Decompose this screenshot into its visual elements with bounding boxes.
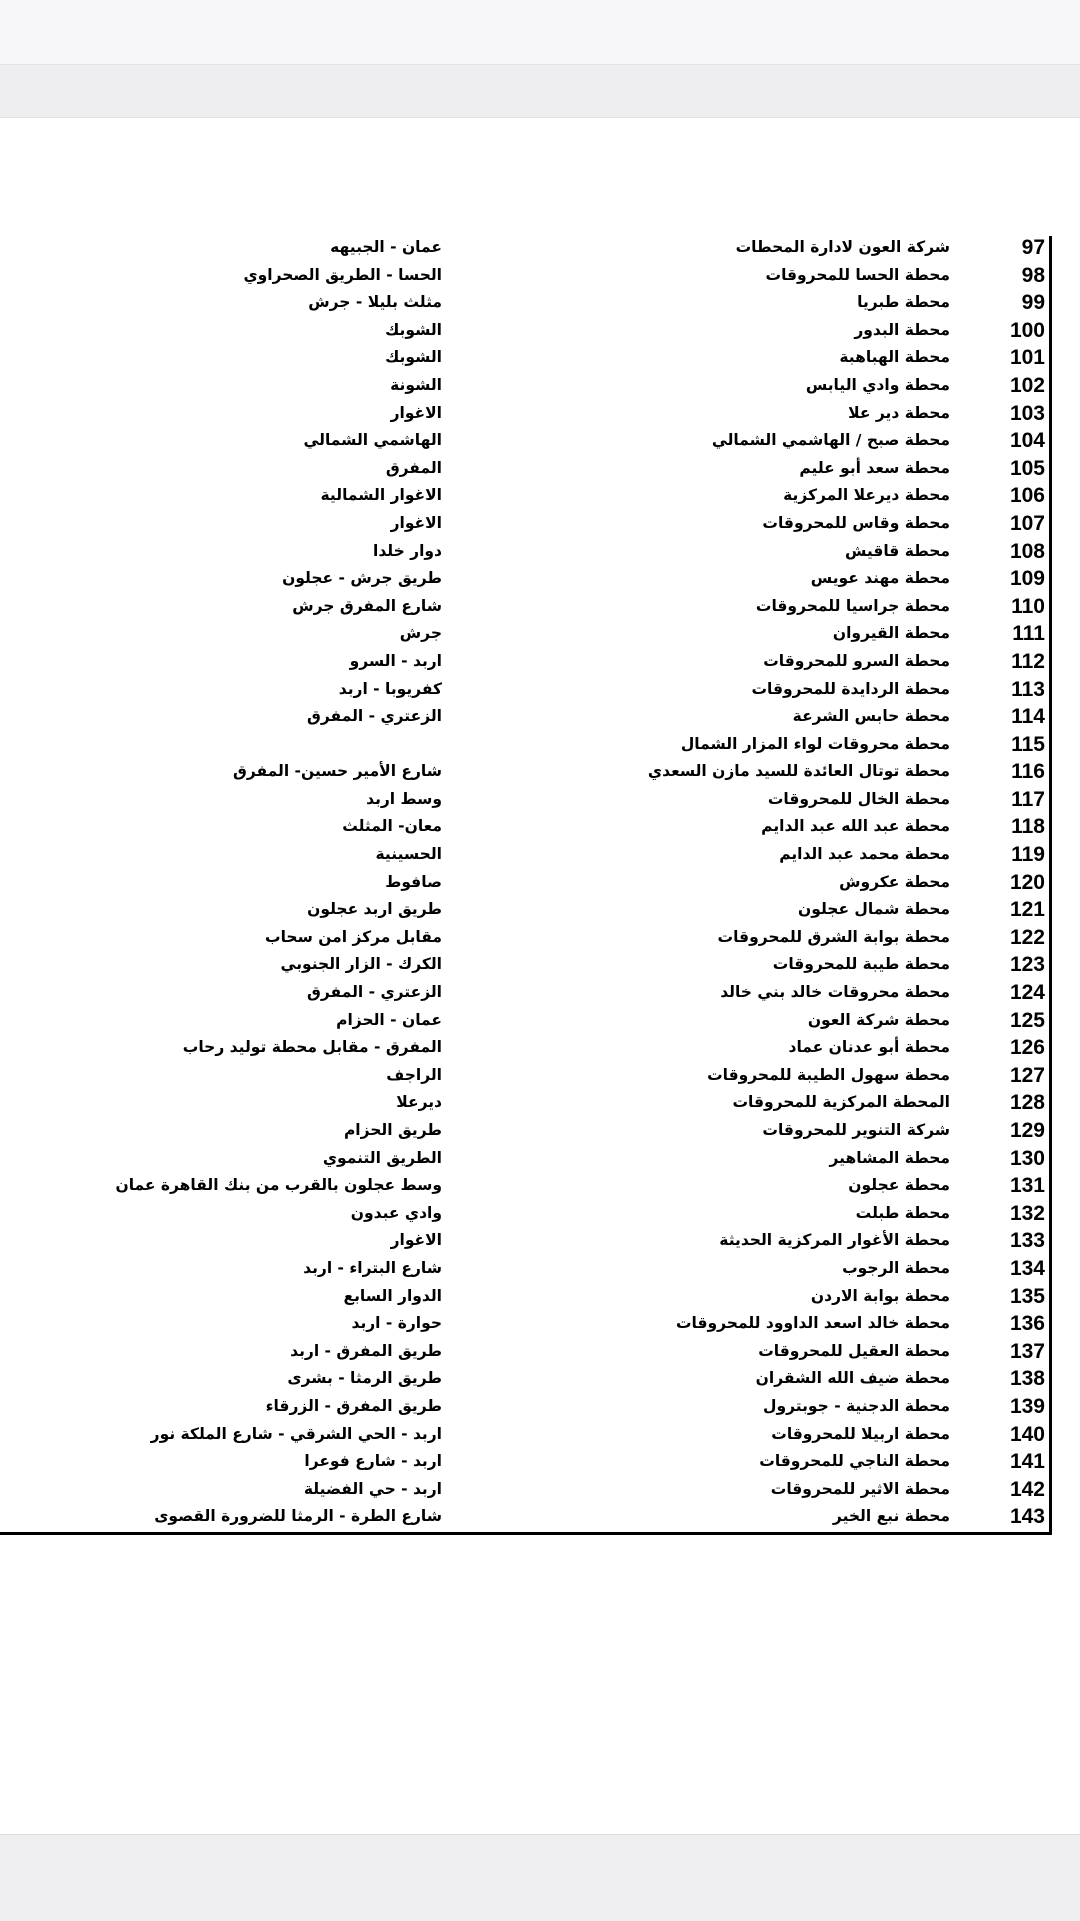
row-number: 143	[1009, 1505, 1045, 1529]
station-name: شركة التنوير للمحروقات	[762, 1121, 950, 1139]
station-location: الكرك - الزار الجنوبي	[280, 955, 442, 974]
table-row	[0, 1421, 1080, 1449]
table-row	[0, 1310, 1080, 1338]
station-location: الهاشمي الشمالي	[303, 431, 442, 450]
station-name: محطة وقاس للمحروقات	[762, 513, 950, 532]
table-row	[0, 538, 1080, 566]
station-location: المفرق - مقابل محطة توليد رحاب	[182, 1038, 442, 1057]
station-location: اربد - الحي الشرقي - شارع الملكة نور	[150, 1424, 442, 1443]
station-name: محطة خالد اسعد الداوود للمحروقات	[675, 1314, 950, 1333]
station-name: محطة الردايدة للمحروقات	[751, 679, 950, 698]
station-location: اربد - شارع فوعرا	[304, 1452, 442, 1471]
station-location: الاغوار الشمالية	[320, 486, 442, 505]
row-number: 134	[1009, 1256, 1045, 1280]
stations-table	[0, 234, 1080, 1531]
row-number: 109	[1009, 567, 1045, 591]
row-number: 132	[1009, 1201, 1045, 1225]
row-number: 139	[1009, 1394, 1045, 1418]
table-row	[0, 482, 1080, 510]
station-name: محطة البدور	[854, 320, 950, 339]
row-number: 111	[1012, 622, 1045, 646]
station-name: محطة محمد عبد الدايم	[779, 845, 950, 864]
station-name: محطة أبو عدنان عماد	[788, 1038, 950, 1057]
station-name: محطة القيروان	[832, 624, 950, 643]
station-name: محطة الخال للمحروقات	[767, 789, 950, 808]
station-name: محطة محروقات لواء المزار الشمال	[680, 734, 950, 753]
station-location: الاغوار	[390, 513, 442, 532]
table-row	[0, 1145, 1080, 1173]
station-location: كفريوبا - اربد	[338, 679, 442, 698]
row-number: 113	[1011, 677, 1045, 701]
station-location: الشونة	[390, 375, 442, 394]
station-name: محطة شمال عجلون	[798, 900, 950, 919]
station-name: محطة السرو للمحروقات	[763, 651, 950, 670]
station-location: الزعتري - المفرق	[307, 983, 442, 1002]
viewer-top-strip	[0, 0, 1080, 65]
station-location: الدوار السابع	[343, 1286, 442, 1305]
station-name: محطة الرجوب	[842, 1258, 950, 1277]
row-number: 101	[1009, 346, 1045, 370]
station-location: الحسينية	[375, 845, 442, 864]
row-number: 104	[1009, 429, 1045, 453]
row-number: 118	[1011, 815, 1045, 839]
row-number: 105	[1009, 456, 1045, 480]
row-number: 107	[1009, 511, 1045, 535]
table-row	[0, 758, 1080, 786]
row-number: 135	[1009, 1284, 1045, 1308]
table-row	[0, 924, 1080, 952]
station-name: محطة محروقات خالد بني خالد	[720, 983, 950, 1002]
station-location: الحسا - الطريق الصحراوي	[243, 265, 442, 284]
row-number: 127	[1009, 1063, 1045, 1087]
viewer-bottom-band	[0, 1834, 1080, 1921]
station-location: طريق الرمثا - بشرى	[287, 1369, 442, 1388]
table-row	[0, 344, 1080, 372]
station-location: طريق المفرق - اربد	[290, 1341, 442, 1360]
row-number: 130	[1009, 1146, 1045, 1170]
table-row	[0, 951, 1080, 979]
station-location: الراجف	[386, 1065, 442, 1084]
station-name: محطة وادي اليابس	[805, 375, 950, 394]
table-row	[0, 1034, 1080, 1062]
station-location: طريق الحزام	[343, 1121, 442, 1139]
station-name: محطة سعد أبو عليم	[799, 458, 950, 477]
station-name: محطة صبح / الهاشمي الشمالي	[711, 431, 950, 450]
station-name: محطة مهند عويس	[810, 569, 950, 588]
station-name: محطة الهباهبة	[839, 348, 950, 367]
station-location: وادي عبدون	[350, 1203, 442, 1222]
station-name: محطة المشاهير	[829, 1148, 950, 1167]
station-name: شركة العون لادارة المحطات	[735, 238, 950, 256]
row-number: 128	[1009, 1091, 1045, 1115]
row-number: 142	[1009, 1477, 1045, 1501]
table-row	[0, 676, 1080, 704]
table-row	[0, 1200, 1080, 1228]
station-name: محطة دير علا	[848, 403, 950, 422]
row-number: 125	[1009, 1008, 1045, 1032]
table-row	[0, 593, 1080, 621]
station-location: عمان - الحزام	[336, 1010, 442, 1029]
station-location: طريق المفرق - الزرقاء	[265, 1396, 442, 1415]
station-name: محطة الدجنية - جوبترول	[763, 1396, 950, 1415]
row-number: 106	[1009, 484, 1045, 508]
station-location: شارع الطرة - الرمثا للضرورة القصوى	[154, 1507, 442, 1526]
station-location: وسط اربد	[366, 789, 442, 808]
row-number: 133	[1009, 1229, 1045, 1253]
table-row	[0, 841, 1080, 869]
station-name: محطة جراسيا للمحروقات	[755, 596, 950, 615]
station-location: مثلث بليلا - جرش	[308, 293, 442, 312]
row-number: 131	[1009, 1174, 1045, 1198]
row-number: 123	[1009, 953, 1045, 977]
table-row	[0, 1062, 1080, 1090]
row-number: 137	[1009, 1339, 1045, 1363]
table-row	[0, 869, 1080, 897]
row-number: 138	[1009, 1367, 1045, 1391]
table-row	[0, 1393, 1080, 1421]
table-row	[0, 813, 1080, 841]
station-name: محطة شركة العون	[807, 1010, 950, 1029]
table-row	[0, 648, 1080, 676]
station-name: محطة بوابة الاردن	[810, 1286, 950, 1305]
row-number: 115	[1011, 732, 1045, 756]
row-number: 108	[1009, 539, 1045, 563]
station-location: وسط عجلون بالقرب من بنك القاهرة عمان	[115, 1176, 442, 1195]
station-location: الطريق التنموي	[322, 1148, 442, 1167]
row-number: 124	[1009, 981, 1045, 1005]
row-number: 126	[1009, 1036, 1045, 1060]
row-number: 141	[1009, 1450, 1045, 1474]
station-name: محطة طبلت	[855, 1203, 950, 1222]
station-name: محطة العقيل للمحروقات	[758, 1341, 950, 1360]
station-name: محطة توتال العائدة للسيد مازن السعدي	[647, 762, 950, 781]
station-location: الشوبك	[385, 320, 442, 339]
row-number: 99	[1021, 291, 1045, 315]
table-row	[0, 262, 1080, 290]
row-number: 119	[1011, 843, 1045, 867]
table-row	[0, 896, 1080, 924]
station-location: الاغوار	[390, 1231, 442, 1250]
table-row	[0, 317, 1080, 345]
table-row	[0, 1117, 1080, 1145]
station-name: محطة عبد الله عبد الدايم	[761, 817, 950, 836]
table-row	[0, 427, 1080, 455]
table-row	[0, 1338, 1080, 1366]
station-name: محطة حابس الشرعة	[792, 707, 950, 726]
row-number: 120	[1009, 870, 1045, 894]
viewer-toolbar-band	[0, 65, 1080, 118]
table-row	[0, 1089, 1080, 1117]
station-location: معان- المثلث	[342, 817, 442, 836]
station-location: عمان - الجبيهه	[330, 238, 442, 256]
table-row	[0, 1365, 1080, 1393]
table-row	[0, 455, 1080, 483]
table-row	[0, 620, 1080, 648]
row-number: 117	[1011, 787, 1045, 811]
station-location: الشوبك	[385, 348, 442, 367]
table-row	[0, 1448, 1080, 1476]
station-name: محطة الأغوار المركزية الحديثة	[719, 1231, 950, 1250]
station-location	[2, 731, 442, 759]
station-location: شارع الأمير حسين- المفرق	[232, 762, 442, 781]
station-location: طريق اربد عجلون	[307, 900, 442, 919]
station-name: محطة قاقيش	[844, 541, 950, 560]
station-name: محطة عجلون	[848, 1176, 950, 1195]
table-row	[0, 1255, 1080, 1283]
station-location: مقابل مركز امن سحاب	[265, 927, 442, 946]
table-row	[0, 510, 1080, 538]
table-row	[0, 731, 1080, 759]
row-number: 112	[1011, 649, 1045, 673]
table-row	[0, 1172, 1080, 1200]
table-row	[0, 289, 1080, 317]
table-row	[0, 1283, 1080, 1311]
row-number: 116	[1011, 760, 1045, 784]
row-number: 100	[1009, 318, 1045, 342]
station-name: محطة الحسا للمحروقات	[765, 265, 950, 284]
station-location: ديرعلا	[396, 1093, 442, 1112]
table-row	[0, 786, 1080, 814]
row-number: 114	[1011, 705, 1045, 729]
station-location: المفرق	[385, 458, 442, 477]
station-location: جرش	[399, 624, 442, 643]
table-row	[0, 234, 1080, 262]
row-number: 121	[1009, 898, 1045, 922]
table-row	[0, 1007, 1080, 1035]
station-location: صافوط	[385, 872, 442, 891]
station-name: محطة نبع الخير	[832, 1507, 950, 1526]
station-location: اربد - السرو	[349, 651, 442, 670]
table-row	[0, 400, 1080, 428]
station-name: محطة سهول الطيبة للمحروقات	[707, 1065, 950, 1084]
station-name: محطة بوابة الشرق للمحروقات	[717, 927, 950, 946]
table-row	[0, 1476, 1080, 1504]
station-name: محطة طبريا	[857, 293, 950, 312]
station-name: محطة الناجي للمحروقات	[759, 1452, 950, 1471]
row-number: 122	[1009, 925, 1045, 949]
station-location: شارع المفرق جرش	[292, 596, 442, 615]
table-row	[0, 1503, 1080, 1531]
station-location: اربد - حي الفضيلة	[303, 1479, 442, 1498]
station-location: الزعتري - المفرق	[307, 707, 442, 726]
table-row	[0, 1227, 1080, 1255]
row-number: 110	[1011, 594, 1045, 618]
row-number: 140	[1009, 1422, 1045, 1446]
row-number: 102	[1009, 373, 1045, 397]
station-name: محطة طيبة للمحروقات	[772, 955, 950, 974]
station-name: محطة الاثير للمحروقات	[770, 1479, 950, 1498]
station-location: شارع البتراء - اربد	[303, 1258, 442, 1277]
station-name: محطة ديرعلا المركزية	[783, 486, 950, 505]
station-location: حوارة - اربد	[351, 1314, 442, 1333]
station-name: محطة عكروش	[839, 872, 950, 891]
row-number: 136	[1009, 1312, 1045, 1336]
table-row	[0, 372, 1080, 400]
station-location: الاغوار	[390, 403, 442, 422]
table-row	[0, 565, 1080, 593]
table-row	[0, 979, 1080, 1007]
station-name: محطة ضيف الله الشقران	[755, 1369, 950, 1388]
row-number: 103	[1009, 401, 1045, 425]
station-location: دوار خلدا	[373, 541, 442, 560]
row-number: 98	[1021, 263, 1045, 287]
station-name: المحطة المركزية للمحروقات	[732, 1093, 950, 1112]
row-number: 129	[1009, 1119, 1045, 1142]
station-name: محطة اربيلا للمحروقات	[771, 1424, 950, 1443]
row-number: 97	[1021, 236, 1045, 259]
station-location: طريق جرش - عجلون	[282, 569, 442, 588]
table-row	[0, 703, 1080, 731]
